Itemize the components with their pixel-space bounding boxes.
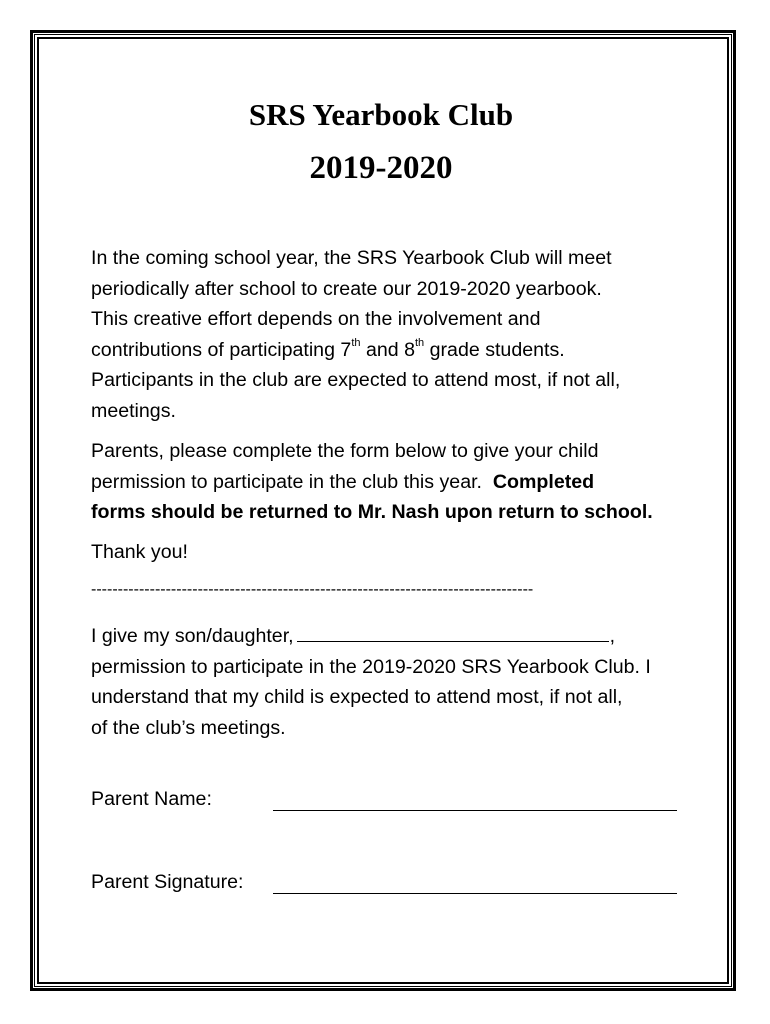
superscript-th: th bbox=[351, 336, 361, 349]
intro-line: periodically after school to create our 2019-2020 yearbook. bbox=[91, 277, 602, 300]
permission-line: of the club’s meetings. bbox=[91, 716, 286, 739]
intro-paragraph bbox=[91, 243, 691, 426]
intro-line: meetings. bbox=[91, 399, 176, 422]
parent-name-label: Parent Name: bbox=[91, 788, 212, 810]
parent-name-field[interactable] bbox=[273, 810, 677, 811]
document-year: 2019-2020 bbox=[309, 150, 453, 186]
request-line: permission to participate in the club this year. bbox=[91, 470, 482, 493]
request-line: Parents, please complete the form below to give your child bbox=[91, 440, 599, 462]
intro-line: and 8 bbox=[360, 338, 415, 361]
permission-paragraph: I give my son/daughter, , permission to participate in the 2019-2020 SRS Yearbook Club. I understand that my child is expected to attend most, if not all, of the club’s meetings. bbox=[91, 625, 651, 739]
document-title: SRS Yearbook Club bbox=[248, 97, 514, 132]
intro-line: grade students. bbox=[424, 338, 565, 361]
permission-line: I give my son/daughter, bbox=[91, 625, 294, 647]
intro-line: This creative effort depends on the involvement and bbox=[91, 308, 541, 330]
parent-signature-field[interactable] bbox=[273, 893, 677, 894]
return-instructions: forms should be returned to Mr. Nash upon return to school. bbox=[91, 501, 653, 523]
intro-line: In the coming school year, the SRS Yearbook Club will meet bbox=[91, 247, 612, 269]
permission-line: understand that my child is expected to attend most, if not all, bbox=[91, 686, 623, 708]
superscript-th: th bbox=[415, 336, 425, 349]
return-instructions: Completed bbox=[492, 470, 595, 493]
request-paragraph bbox=[91, 436, 691, 528]
closing-text: Thank you! bbox=[91, 541, 188, 563]
parent-signature-label: Parent Signature: bbox=[91, 871, 244, 893]
child-name-blank[interactable] bbox=[297, 623, 609, 642]
cut-line-divider: ----------------------------------------------------------------------------------- bbox=[91, 581, 534, 598]
intro-line: contributions of participating 7 bbox=[91, 338, 352, 361]
permission-line: permission to participate in the 2019-2020 SRS Yearbook Club. I bbox=[91, 655, 651, 678]
intro-line: Participants in the club are expected to attend most, if not all, bbox=[91, 369, 621, 391]
